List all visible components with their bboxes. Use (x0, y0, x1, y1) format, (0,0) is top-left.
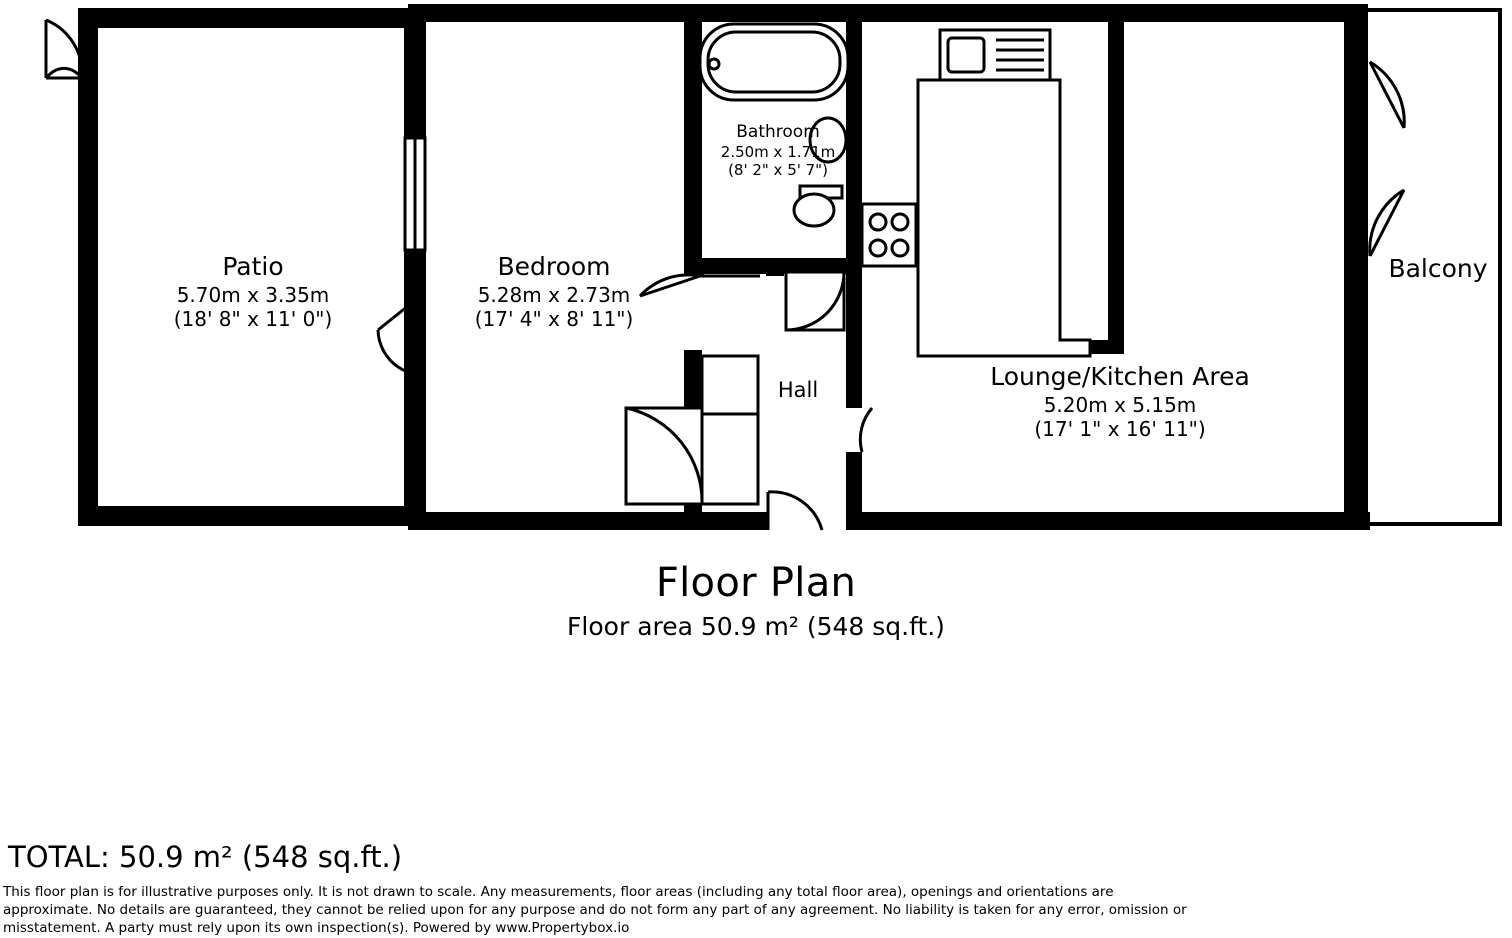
room-dims-patio: 5.70m x 3.35m (176, 282, 330, 307)
room-dims-lounge-kitchen: 5.20m x 5.15m (1043, 392, 1197, 417)
room-label-hall (740, 378, 856, 404)
lounge-unit (786, 272, 844, 330)
title-block (0, 560, 1512, 641)
floor-area-text: Floor area 50.9 m² (548 sq.ft.) (567, 612, 945, 641)
room-label-bedroom (428, 252, 680, 331)
disclaimer-text: This floor plan is for illustrative purposes only. It is not drawn to scale. Any measurements, floor areas (including any total floor area), openings and orientations are approximate. No details are guaranteed, they cannot be relied upon for any purpose and do not form any part of any agreement. No liability is taken for any error, omission or misstatement. A party must rely upon its own inspection(s). Powered by www.Propertybox.io (3, 884, 1187, 936)
kitchen-sink-icon (940, 30, 1050, 80)
room-label-patio (128, 252, 378, 331)
room-name-hall: Hall (777, 378, 819, 402)
room-dims-bathroom: 2.50m x 1.71m (720, 142, 836, 161)
room-name-patio: Patio (222, 252, 284, 281)
room-name-balcony: Balcony (1388, 254, 1488, 283)
room-label-bathroom (678, 122, 878, 179)
kitchen-counter (918, 80, 1090, 356)
room-dims-imperial-bedroom: (17' 4" x 8' 11") (474, 306, 634, 331)
window-icon (405, 138, 425, 250)
hob-icon (862, 204, 916, 266)
room-dims-imperial-patio: (18' 8" x 11' 0") (173, 306, 333, 331)
room-dims-bedroom: 5.28m x 2.73m (477, 282, 631, 307)
page-title: Floor Plan (655, 560, 857, 606)
bathtub-icon (700, 24, 848, 100)
room-name-bedroom: Bedroom (497, 252, 611, 281)
room-dims-imperial-bathroom: (8' 2" x 5' 7") (728, 161, 828, 180)
room-name-lounge-kitchen: Lounge/Kitchen Area (990, 362, 1250, 391)
total-area-text: TOTAL: 50.9 m² (548 sq.ft.) (8, 840, 403, 874)
room-dims-imperial-lounge-kitchen: (17' 1" x 16' 11") (1034, 416, 1206, 441)
room-name-bathroom: Bathroom (736, 122, 820, 142)
room-label-balcony (1374, 254, 1502, 285)
toilet-icon (794, 186, 842, 226)
room-label-lounge-kitchen (960, 362, 1280, 441)
